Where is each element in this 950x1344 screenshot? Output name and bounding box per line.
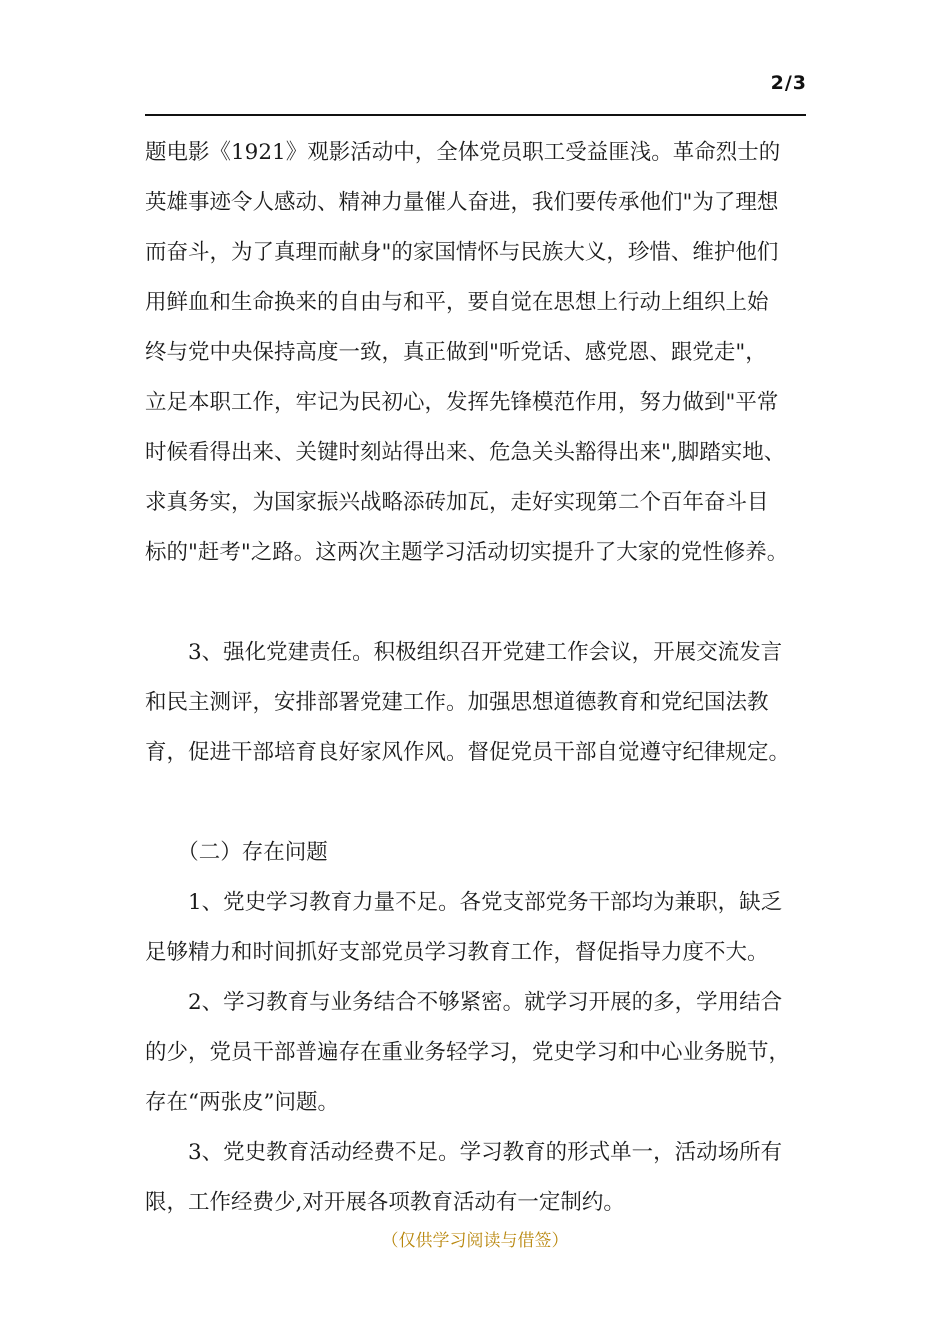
text-line: 存在“两张皮”问题。 <box>145 1090 339 1115</box>
paragraph-issue-3 <box>145 1128 817 1228</box>
text-line: 而奋斗，为了真理而献身"的家国情怀与民族大义，珍惜、维护他们 <box>145 240 779 265</box>
text-line: 育，促进干部培育良好家风作风。督促党员干部自觉遵守纪律规定。 <box>145 740 791 765</box>
text-line: 3、强化党建责任。积极组织召开党建工作会议，开展交流发言 <box>145 640 783 665</box>
text-line: 立足本职工作，牢记为民初心，发挥先锋模范作用，努力做到"平常 <box>145 390 779 415</box>
paragraph-issue-2 <box>145 978 817 1128</box>
text-line: 时候看得出来、关键时刻站得出来、危急关头豁得出来",脚踏实地、 <box>145 440 786 465</box>
page-number: 2/3 <box>770 72 807 94</box>
text-line: 足够精力和时间抓好支部党员学习教育工作，督促指导力度不大。 <box>145 940 769 965</box>
text-line: 2、学习教育与业务结合不够紧密。就学习开展的多，学用结合 <box>145 990 783 1015</box>
document-body <box>145 128 817 1228</box>
header-divider <box>145 114 806 116</box>
footer-disclaimer: （仅供学习阅读与借签） <box>381 1231 569 1251</box>
text-line: 英雄事迹令人感动、精神力量催人奋进，我们要传承他们"为了理想 <box>145 190 779 215</box>
text-line: 题电影《1921》观影活动中，全体党员职工受益匪浅。革命烈士的 <box>145 140 781 165</box>
paragraph-film-reflection <box>145 128 817 578</box>
text-line: 限，工作经费少,对开展各项教育活动有一定制约。 <box>145 1190 625 1215</box>
text-line: 用鲜血和生命换来的自由与和平，要自觉在思想上行动上组织上始 <box>145 290 769 315</box>
paragraph-gap <box>145 578 817 628</box>
section-heading: （二）存在问题 <box>145 840 328 865</box>
text-line: 终与党中央保持高度一致，真正做到"听党话、感党恩、跟党走"， <box>145 340 767 365</box>
text-line: 的少，党员干部普遍存在重业务轻学习，党史学习和中心业务脱节， <box>145 1040 791 1065</box>
paragraph-gap <box>145 778 817 828</box>
text-line: 1、党史学习教育力量不足。各党支部党务干部均为兼职，缺乏 <box>145 890 783 915</box>
paragraph-issue-1 <box>145 878 817 978</box>
text-line: 求真务实，为国家振兴战略添砖加瓦，走好实现第二个百年奋斗目 <box>145 490 769 515</box>
text-line: 3、党史教育活动经费不足。学习教育的形式单一，活动场所有 <box>145 1140 783 1165</box>
text-line: 和民主测评，安排部署党建工作。加强思想道德教育和党纪国法教 <box>145 690 769 715</box>
text-line: 标的"赶考"之路。这两次主题学习活动切实提升了大家的党性修养。 <box>145 540 789 565</box>
paragraph-party-responsibility <box>145 628 817 778</box>
